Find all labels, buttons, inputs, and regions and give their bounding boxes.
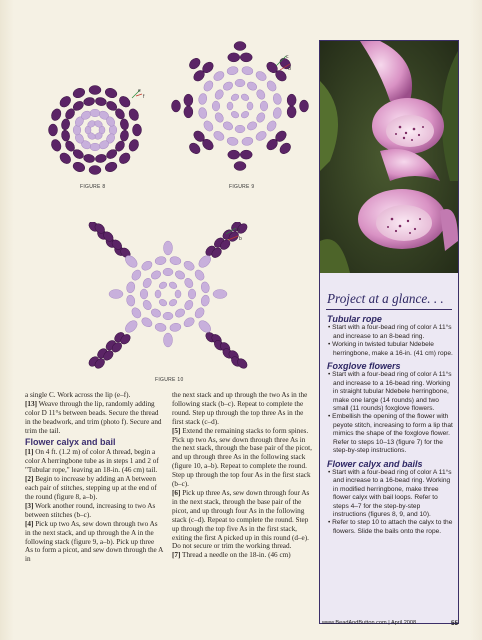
paragraph bbox=[25, 520, 163, 565]
lavender-bead bbox=[246, 120, 258, 132]
purple-bead bbox=[117, 94, 132, 109]
lavender-bead bbox=[197, 253, 213, 269]
lavender-bead bbox=[158, 298, 168, 307]
lavender-bead bbox=[126, 294, 136, 306]
paragraph bbox=[25, 475, 163, 502]
purple-bead bbox=[50, 138, 63, 153]
paragraph-text: a single C. Work across the lip (e–f). bbox=[25, 391, 131, 399]
lavender-bead bbox=[155, 290, 161, 298]
text-column-1 bbox=[25, 391, 163, 564]
lavender-bead bbox=[235, 79, 245, 87]
lavender-bead bbox=[188, 289, 196, 299]
lavender-bead bbox=[272, 93, 282, 105]
step-number: [5] bbox=[172, 426, 181, 435]
lavender-bead bbox=[169, 322, 181, 332]
lavender-bead bbox=[200, 281, 210, 293]
footer-separator: | bbox=[386, 620, 391, 626]
lavender-bead bbox=[183, 299, 195, 311]
purple-bead bbox=[89, 86, 101, 95]
lavender-bead bbox=[213, 88, 225, 100]
lavender-bead bbox=[73, 125, 81, 135]
purple-bead bbox=[83, 97, 95, 107]
lavender-bead bbox=[182, 316, 196, 329]
paragraph-text: On 4 ft. (1.2 m) of color A thread, begin a color A herringbone tube as in steps 1 and 2 of "Tubular rope," leaving an 18-in. (46 cm) tail. bbox=[25, 448, 159, 475]
purple-bead bbox=[83, 153, 95, 163]
path-label: b bbox=[239, 236, 242, 242]
lavender-bead bbox=[130, 268, 143, 282]
purple-bead bbox=[72, 87, 87, 100]
lavender-bead bbox=[227, 102, 233, 110]
lavender-bead bbox=[150, 307, 162, 319]
footer-date: April 2008 bbox=[390, 620, 417, 626]
lavender-bead bbox=[175, 290, 181, 298]
lavender-bead bbox=[272, 107, 282, 119]
lavender-bead bbox=[226, 66, 238, 76]
lavender-bead bbox=[154, 322, 166, 332]
project-sidebar bbox=[319, 40, 459, 624]
purple-bead bbox=[95, 97, 107, 107]
sidebar-title: Project at a glance. . . bbox=[327, 291, 444, 306]
purple-bead bbox=[61, 118, 71, 130]
lavender-bead bbox=[212, 70, 226, 83]
lavender-bead bbox=[200, 294, 210, 306]
lavender-bead bbox=[163, 312, 173, 320]
lavender-bead bbox=[265, 79, 278, 93]
lavender-bead bbox=[150, 269, 162, 281]
purple-bead bbox=[89, 166, 101, 175]
foxglove-photo bbox=[320, 41, 458, 273]
lavender-bead bbox=[202, 79, 215, 93]
lavender-bead bbox=[163, 268, 173, 276]
paragraph-text: the next stack and up through the two As in the following stack (b–c). Repeat to complete the round. Step up through the top three As in the first stack (c–d). bbox=[172, 391, 308, 426]
purple-bead bbox=[49, 124, 58, 136]
lavender-bead bbox=[202, 119, 215, 133]
text-column-2 bbox=[172, 391, 312, 560]
sidebar-list-item: • Refer to step 10 to attach the calyx to the flowers. Slide the bails onto the rope. bbox=[328, 519, 453, 535]
lavender-bead bbox=[246, 80, 258, 92]
purple-bead bbox=[61, 129, 71, 141]
lavender-bead bbox=[255, 88, 267, 100]
figure-8-caption: FIGURE 8 bbox=[80, 184, 106, 190]
lavender-bead bbox=[182, 259, 196, 272]
lavender-bead bbox=[222, 120, 234, 132]
lavender-bead bbox=[141, 277, 153, 289]
lavender-bead bbox=[247, 102, 253, 110]
purple-bead bbox=[234, 162, 246, 171]
sidebar-list-item: • Embellish the opening of the flower with peyote stitch, increasing to form a lip that mimics the shape of the foxglove flower. Refer to steps 10–13 (figure 7) for the step-by-step instructions. bbox=[328, 413, 453, 455]
lavender-bead bbox=[109, 125, 117, 135]
lavender-bead bbox=[197, 318, 213, 334]
path-label: e bbox=[138, 88, 141, 94]
step-number: [2] bbox=[25, 475, 34, 484]
lavender-bead bbox=[109, 290, 123, 299]
purple-bead bbox=[234, 42, 246, 51]
lavender-bead bbox=[255, 111, 267, 123]
step-number: [4] bbox=[25, 519, 34, 528]
lavender-bead bbox=[90, 109, 100, 117]
path-label: d bbox=[288, 66, 291, 72]
lavender-bead bbox=[168, 281, 178, 290]
paragraph-text: Weave through the lip, randomly adding color D 11°s between beads. Secure the thread in the beadwork, and trim (photo f). Secure and trim the tail. bbox=[25, 399, 162, 435]
paragraph-text: Thread a needle on the 18-in. (46 cm) bbox=[180, 551, 291, 560]
purple-bead bbox=[184, 106, 193, 118]
figure-9 bbox=[168, 36, 313, 181]
lavender-bead bbox=[140, 289, 148, 299]
lavender-bead bbox=[183, 277, 195, 289]
sidebar-heading-tubular-rope: Tubular rope bbox=[327, 314, 382, 324]
sidebar-heading-foxglove-flowers: Foxglove flowers bbox=[327, 361, 401, 372]
foxglove-flower-image bbox=[320, 41, 458, 273]
lavender-bead bbox=[212, 130, 226, 143]
lavender-bead bbox=[222, 80, 234, 92]
figure-8 bbox=[40, 78, 150, 183]
purple-bead bbox=[187, 141, 202, 156]
lavender-bead bbox=[254, 130, 268, 143]
paragraph-text: Begin to increase by adding an A between each pair of stitches, stepping up at the end of the round (figure 8, a–b). bbox=[25, 475, 157, 501]
purple-bead bbox=[184, 94, 193, 106]
lavender-bead bbox=[230, 110, 240, 119]
paragraph bbox=[172, 391, 312, 427]
section-heading: Flower calyx and bail bbox=[25, 436, 116, 447]
purple-bead bbox=[240, 150, 252, 159]
sidebar-list-item: • Working in twisted tubular Ndebele herringbone, make a 16-in. (41 cm) rope. bbox=[328, 341, 453, 357]
step-number: [13] bbox=[25, 399, 37, 408]
lavender-bead bbox=[235, 125, 245, 133]
step-number: [7] bbox=[172, 551, 181, 560]
lavender-bead bbox=[213, 290, 227, 299]
figure-9-diagram bbox=[168, 36, 313, 181]
sidebar-list-item: • Start with a four-bead ring of color A 11°s and increase to an 8-bead ring. bbox=[328, 324, 452, 340]
lavender-bead bbox=[240, 110, 250, 119]
lavender-bead bbox=[158, 281, 168, 290]
lavender-bead bbox=[123, 318, 139, 334]
lavender-bead bbox=[193, 268, 206, 282]
purple-bead bbox=[172, 100, 181, 112]
lavender-bead bbox=[198, 93, 208, 105]
purple-bead bbox=[95, 153, 107, 163]
paragraph bbox=[25, 400, 163, 436]
footer-url: www.BeadAndButton.com bbox=[322, 620, 387, 626]
lavender-bead bbox=[213, 111, 225, 123]
lavender-bead bbox=[212, 101, 220, 111]
lavender-bead bbox=[168, 298, 178, 307]
purple-bead bbox=[228, 150, 240, 159]
purple-bead bbox=[240, 53, 252, 62]
purple-bead bbox=[104, 161, 119, 174]
sidebar-body bbox=[327, 311, 455, 536]
lavender-bead bbox=[164, 241, 173, 255]
lavender-bead bbox=[126, 281, 136, 293]
lavender-bead bbox=[265, 119, 278, 133]
figure-10-diagram bbox=[88, 222, 248, 372]
sidebar-divider bbox=[326, 309, 452, 310]
paragraph bbox=[172, 427, 312, 489]
figure-10 bbox=[88, 222, 248, 372]
paragraph bbox=[172, 489, 312, 551]
purple-bead bbox=[50, 107, 63, 122]
purple-bead bbox=[58, 94, 73, 109]
purple-bead bbox=[300, 100, 309, 112]
lavender-bead bbox=[141, 299, 153, 311]
purple-bead bbox=[119, 129, 129, 141]
paragraph-text: Pick up three As, sew down through four As in the next stack, through the base pair of the picot, and up through four As in the following stack (c–d). Repeat to complete the round. Step up through the top five As in the first stack, exiting the first A picked up in this round (d–e). Do not secure or trim the working thread. bbox=[172, 488, 310, 551]
lavender-bead bbox=[260, 101, 268, 111]
thread-path bbox=[136, 94, 142, 96]
page-number: 55 bbox=[451, 620, 459, 627]
purple-bead bbox=[117, 151, 132, 166]
purple-bead bbox=[287, 94, 296, 106]
step-number: [3] bbox=[25, 501, 34, 510]
figure-8-diagram bbox=[40, 78, 150, 183]
purple-bead bbox=[127, 107, 140, 122]
lavender-bead bbox=[198, 107, 208, 119]
paragraph bbox=[172, 551, 312, 560]
paragraph-text: Extend the remaining stacks to form spines. Pick up two As, sew down through three As in the next stack, through the base pair of the picot, and up through three As in the following stack (figure 10, a–b). Repeat to complete the round. Step up through the top four As in the first stack (b–c). bbox=[172, 426, 312, 489]
lavender-bead bbox=[241, 136, 253, 146]
lavender-bead bbox=[174, 307, 186, 319]
lavender-bead bbox=[174, 269, 186, 281]
purple-bead bbox=[58, 151, 73, 166]
step-number: [1] bbox=[25, 448, 34, 457]
path-label: a bbox=[237, 227, 240, 233]
lavender-bead bbox=[164, 333, 173, 347]
lavender-bead bbox=[90, 143, 100, 151]
purple-bead bbox=[119, 118, 129, 130]
purple-bead bbox=[104, 87, 119, 100]
purple-bead bbox=[187, 56, 202, 71]
sidebar-list-item: • Start with a four-bead ring of color A 11°s and increase to a 16-bead ring. Working in straight tubular Ndebele herringbone, make one large (14 rounds) and two small (11 rounds) foxglove flowers. bbox=[328, 371, 452, 413]
figure-10-caption: FIGURE 10 bbox=[155, 377, 184, 383]
purple-bead bbox=[133, 124, 142, 136]
sidebar-list-item: • Start with a four-bead ring of color A 11°s and increase to a 16-bead ring. Working in modified herringbone, make three flower calyx with bail loops. Refer to steps 4–7 for the step-by-step instructions (figures 8, 9, and 10). bbox=[328, 468, 452, 518]
lavender-bead bbox=[254, 70, 268, 83]
purple-bead bbox=[127, 138, 140, 153]
lavender-bead bbox=[130, 306, 143, 320]
lavender-bead bbox=[169, 256, 181, 266]
path-label: f bbox=[143, 94, 145, 100]
lavender-bead bbox=[240, 93, 250, 102]
purple-bead bbox=[72, 161, 87, 174]
lavender-bead bbox=[226, 136, 238, 146]
step-number: [6] bbox=[172, 488, 181, 497]
lavender-bead bbox=[140, 259, 154, 272]
lavender-bead bbox=[154, 256, 166, 266]
paragraph-text: Pick up two As, sew down through two As in the next stack, and up through the A in the following stack (figure 9, a–b). Pick up three As to form a picot, and sew down through the A in bbox=[25, 519, 163, 564]
purple-bead bbox=[228, 53, 240, 62]
lavender-bead bbox=[193, 306, 206, 320]
purple-bead bbox=[287, 106, 296, 118]
lavender-bead bbox=[230, 93, 240, 102]
paragraph bbox=[25, 448, 163, 475]
figure-9-caption: FIGURE 9 bbox=[229, 184, 255, 190]
purple-bead bbox=[278, 141, 293, 156]
paragraph bbox=[25, 391, 163, 400]
path-label: c bbox=[286, 54, 289, 60]
lavender-bead bbox=[140, 316, 154, 329]
sidebar-heading-calyx-bails: Flower calyx and bails bbox=[327, 458, 423, 469]
paragraph bbox=[25, 502, 163, 520]
lavender-bead bbox=[241, 66, 253, 76]
page-footer bbox=[322, 620, 416, 626]
paragraph-text: Work another round, increasing to two As between stitches (b–c). bbox=[25, 501, 156, 519]
